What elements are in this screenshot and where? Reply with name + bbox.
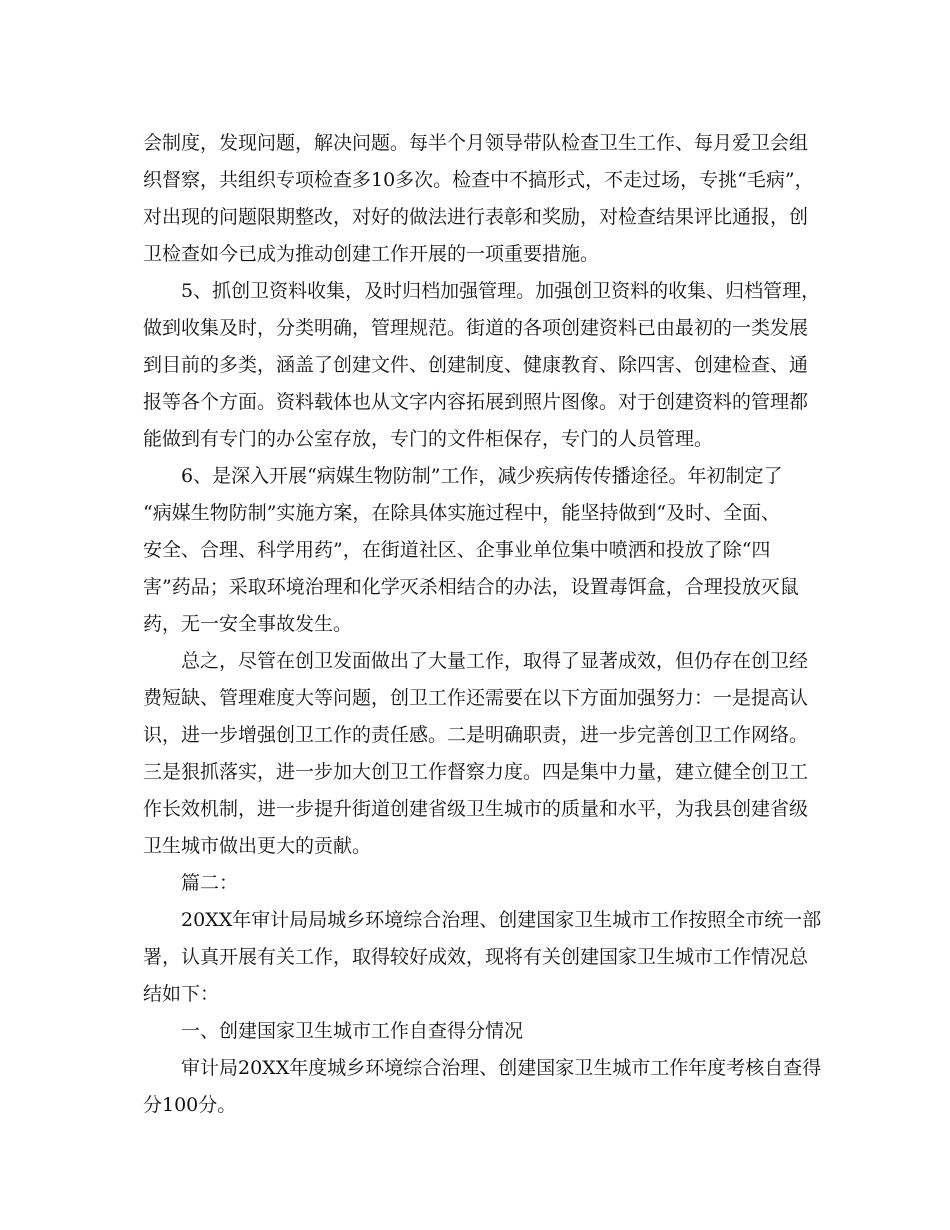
text-line: 害”药品；采取环境治理和化学灭杀相结合的办法，设置毒饵盒，合理投放灭鼠 xyxy=(143,576,799,598)
text-line: 结如下： xyxy=(143,983,220,1005)
text-line: 药，无一安全事故发生。 xyxy=(143,613,353,635)
text-line: 报等各个方面。资料载体也从文字内容拓展到照片图像。对于创建资料的管理都 xyxy=(143,391,809,413)
text-line: 卫检查如今已成为推动创建工作开展的一项重要措施。 xyxy=(143,243,600,265)
text-line: 费短缺、管理难度大等问题，创卫工作还需要在以下方面加强努力：一是提高认 xyxy=(143,687,809,709)
text-line: 到目前的多类，涵盖了创建文件、创建制度、健康教育、除四害、创建检查、通 xyxy=(143,354,809,376)
text-line: 三是狠抓落实，进一步加大创卫工作督察力度。四是集中力量，建立健全创卫工 xyxy=(143,761,809,783)
section-heading: 篇二： xyxy=(181,872,239,894)
paragraph-start-line: 5、抓创卫资料收集，及时归档加强管理。加强创卫资料的收集、归档管理， xyxy=(181,280,821,302)
text-line: 织督察，共组织专项检查多10多次。检查中不搞形式，不走过场，专挑“毛病”， xyxy=(143,169,814,191)
text-line: 分100分。 xyxy=(143,1094,237,1116)
text-line: 对出现的问题限期整改，对好的做法进行表彰和奖励，对检查结果评比通报，创 xyxy=(143,206,809,228)
paragraph-start-line: 6、是深入开展“病媒生物防制”工作，减少疾病传传播途径。年初制定了 xyxy=(181,465,783,487)
paragraph-start-line: 审计局20XX年度城乡环境综合治理、创建国家卫生城市工作年度考核自查得 xyxy=(181,1057,822,1079)
text-line: 能做到有专门的办公室存放，专门的文件柜保存，专门的人员管理。 xyxy=(143,428,714,450)
text-line: 安全、合理、科学用药”，在街道社区、企事业单位集中喷洒和投放了除“四 xyxy=(143,539,771,561)
text-line: 会制度，发现问题，解决问题。每半个月领导带队检查卫生工作、每月爱卫会组 xyxy=(143,132,809,154)
text-line: 卫生城市做出更大的贡献。 xyxy=(143,835,372,857)
text-line: 署，认真开展有关工作，取得较好成效，现将有关创建国家卫生城市工作情况总 xyxy=(143,946,809,968)
paragraph-start-line: 20XX年审计局局城乡环境综合治理、创建国家卫生城市工作按照全市统一部 xyxy=(181,909,822,931)
text-line: 作长效机制，进一步提升街道创建省级卫生城市的质量和水平，为我县创建省级 xyxy=(143,798,809,820)
text-line: 识，进一步增强创卫工作的责任感。二是明确职责，进一步完善创卫工作网络。 xyxy=(143,724,809,746)
paragraph-start-line: 总之，尽管在创卫发面做出了大量工作，取得了显著成效，但仍存在创卫经 xyxy=(181,650,809,672)
section-subheading: 一、创建国家卫生城市工作自查得分情况 xyxy=(181,1020,524,1042)
text-line: “病媒生物防制”实施方案，在除具体实施过程中，能坚持做到“及时、全面、 xyxy=(143,502,781,524)
text-line: 做到收集及时，分类明确，管理规范。街道的各项创建资料已由最初的一类发展 xyxy=(143,317,809,339)
